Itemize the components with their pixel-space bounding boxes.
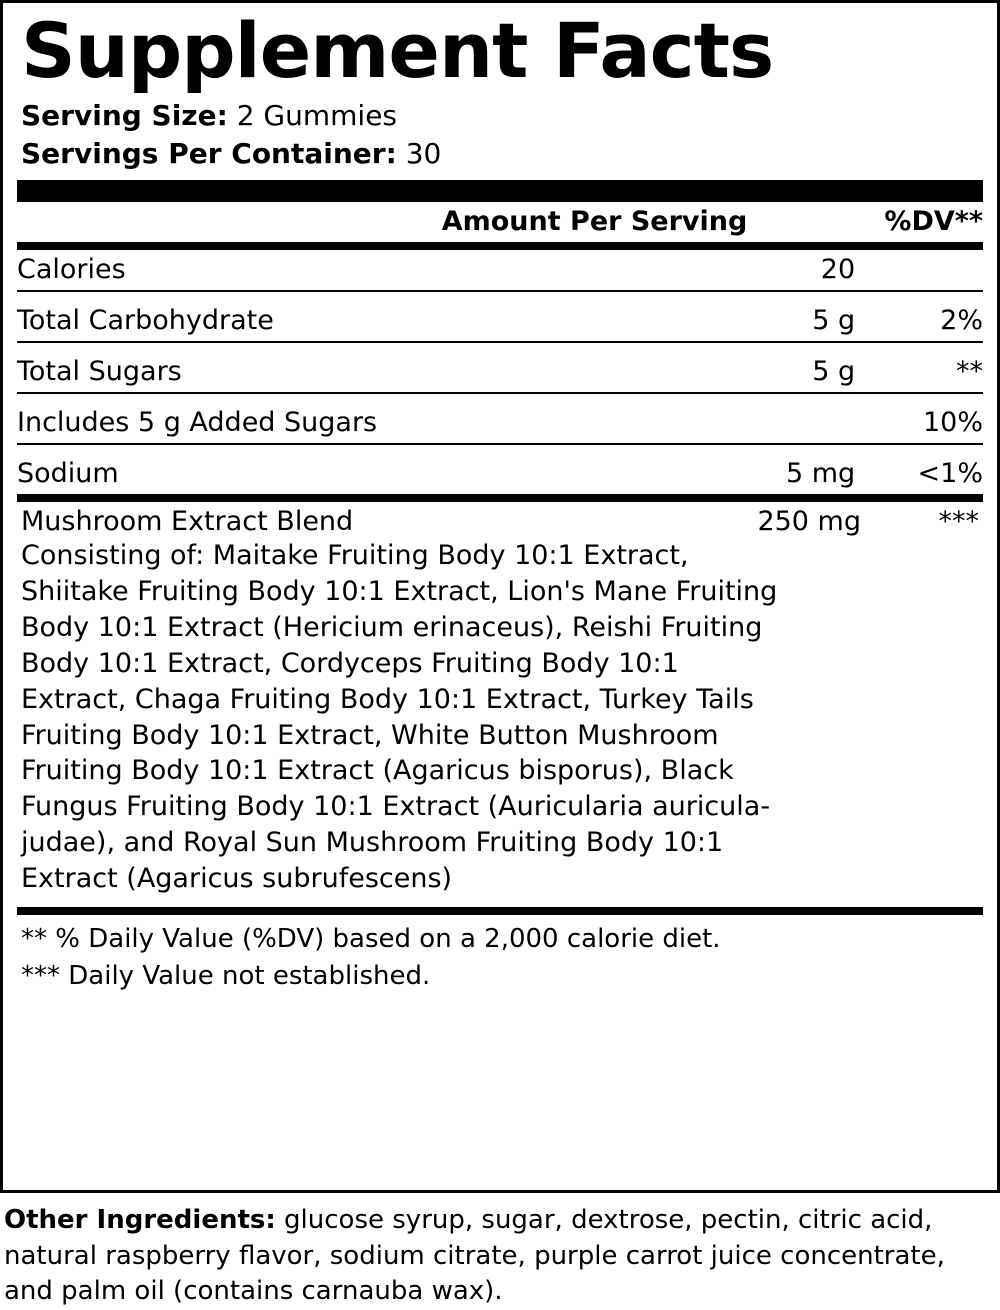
blend-name: Mushroom Extract Blend <box>21 506 354 538</box>
row-dv: 10% <box>922 407 983 439</box>
divider-medium-footnotes <box>17 907 983 915</box>
serving-size-value: 2 Gummies <box>236 99 398 132</box>
blend-amount: 250 mg <box>757 506 861 538</box>
row-dv <box>855 250 983 291</box>
row-separator <box>17 393 983 403</box>
servings-per-container-value: 30 <box>405 136 442 170</box>
header-amount-per-serving: Amount Per Serving <box>441 206 748 238</box>
page-title: Supplement Facts <box>21 6 774 95</box>
row-name: Total Sugars <box>17 356 182 388</box>
table-row <box>17 352 983 393</box>
other-ingredients <box>0 1193 1000 1310</box>
other-ingredients-value: glucose syrup, sugar, dextrose, pectin, citric acid, natural raspberry flavor, sodium citrate, purple carrot juice concentrate, and palm oil (contains carnauba wax). <box>4 1205 945 1307</box>
footnote-not-established: *** Daily Value not established. <box>21 961 431 991</box>
row-amount <box>720 403 855 444</box>
row-dv: <1% <box>917 458 983 490</box>
row-amount: 5 mg <box>785 458 856 490</box>
row-amount: 20 <box>820 254 856 286</box>
row-dv: ** <box>956 356 983 388</box>
nutrition-table <box>17 202 983 242</box>
row-separator <box>17 342 983 352</box>
other-ingredients-label: Other Ingredients: <box>4 1205 276 1235</box>
blend-description: Consisting of: Maitake Fruiting Body 10:1 Extract, Shiitake Fruiting Body 10:1 Extract, Lion's Mane Fruiting Body 10:1 Extract (Hericium erinaceus), Reishi Fruiting Body 10:1 Extract, Cordyceps Fruiting Body 10:1 Extract, Chaga Fruiting Body 10:1 Extract, Turkey Tails Fruiting Body 10:1 Extract, White Button Mushroom Fruiting Body 10:1 Extract (Agaricus bisporus), Black Fungus Fruiting Body 10:1 Extract (Auricularia auricula-judae), and Royal Sun Mushroom Fruiting Body 10:1 Extract (Agaricus subrufescens) <box>21 540 778 895</box>
footnote-daily-value: ** % Daily Value (%DV) based on a 2,000 calorie diet. <box>21 924 721 955</box>
nutrition-rows <box>17 250 983 494</box>
row-name: Includes 5 g Added Sugars <box>17 407 378 439</box>
serving-size-label: Serving Size: <box>21 99 228 132</box>
header-daily-value: %DV** <box>884 206 983 238</box>
row-amount: 5 g <box>812 356 856 388</box>
divider-medium-blend <box>17 494 983 502</box>
table-row <box>17 250 983 291</box>
servings-per-container-line <box>21 135 983 173</box>
row-separator <box>17 444 983 454</box>
serving-size-line <box>21 97 983 135</box>
mushroom-blend-section <box>17 502 983 897</box>
table-row <box>17 454 983 494</box>
row-name: Sodium <box>17 458 119 490</box>
servings-per-container-label: Servings Per Container: <box>21 136 397 170</box>
table-header-row <box>17 202 983 242</box>
divider-thick-top <box>17 180 983 202</box>
row-separator <box>17 291 983 301</box>
table-row <box>17 403 983 444</box>
row-name: Total Carbohydrate <box>17 305 274 337</box>
divider-medium-header <box>17 242 983 250</box>
footnotes <box>17 915 983 1001</box>
row-amount: 5 g <box>812 305 856 337</box>
blend-header-row <box>17 506 983 537</box>
row-name: Calories <box>17 254 126 286</box>
row-dv: 2% <box>940 305 983 337</box>
blend-dv: *** <box>938 506 979 538</box>
table-row <box>17 301 983 342</box>
